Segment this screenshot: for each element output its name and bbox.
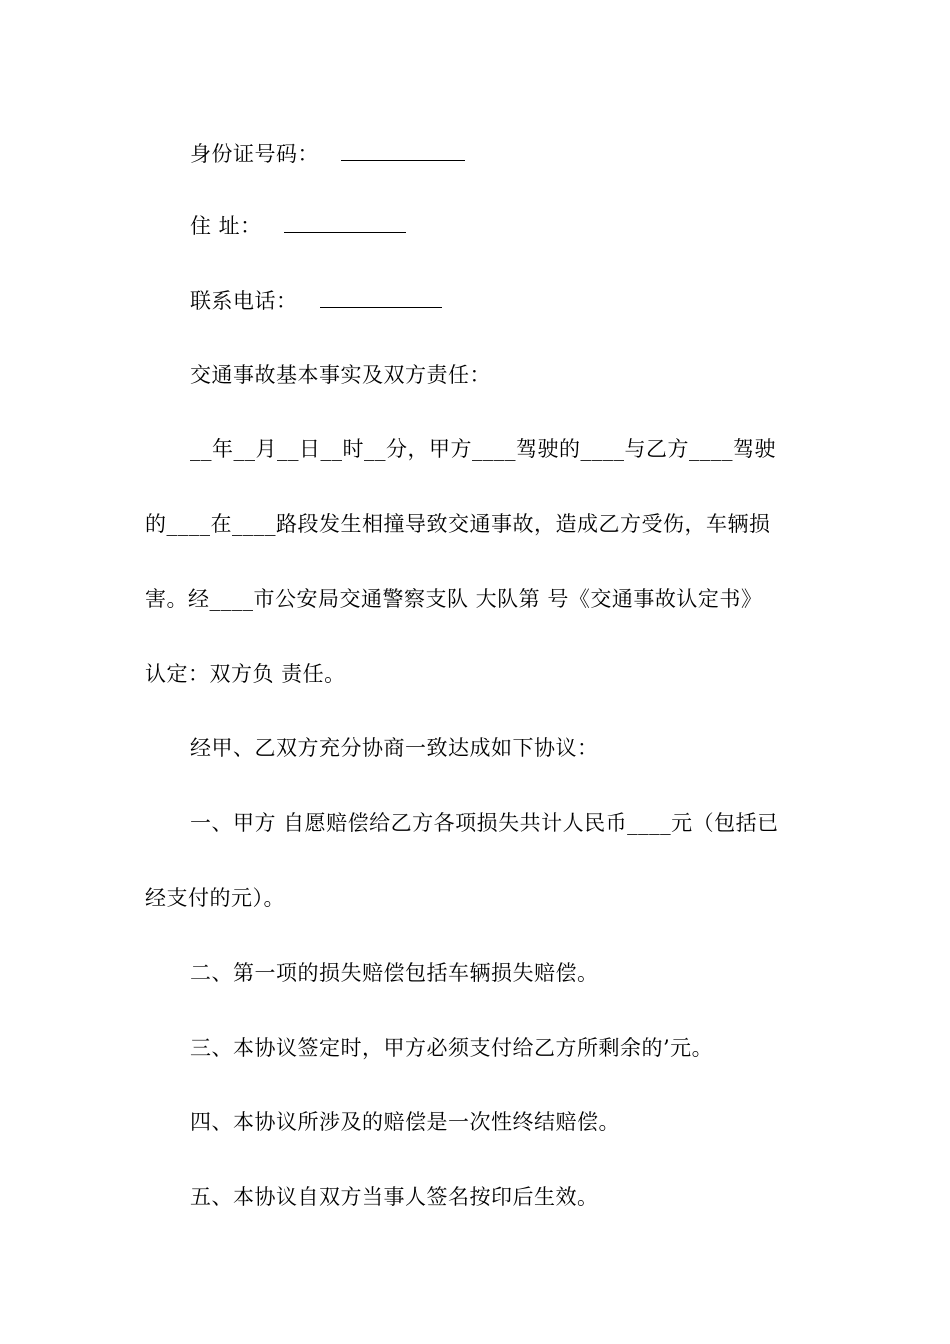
facts-line-2: 的____在____路段发生相撞导致交通事故，造成乙方受伤，车辆损 <box>145 512 771 536</box>
phone-label: 联系电话： <box>190 289 298 313</box>
facts-line-4: 认定：双方负 责任。 <box>145 662 346 686</box>
address-label: 住 址： <box>190 214 262 238</box>
facts-heading: 交通事故基本事实及双方责任： <box>190 363 491 387</box>
facts-line-3: 害。经____市公安局交通警察支队 大队第 号《交通事故认定书》 <box>145 587 763 611</box>
agreement-intro: 经甲、乙双方充分协商一致达成如下协议： <box>190 736 599 760</box>
clause-4: 四、本协议所涉及的赔偿是一次性终结赔偿。 <box>190 1110 620 1134</box>
id-number-blank <box>341 138 465 161</box>
clause-2: 二、第一项的损失赔偿包括车辆损失赔偿。 <box>190 961 599 985</box>
phone-field <box>190 285 442 316</box>
id-number-label: 身份证号码： <box>190 142 319 166</box>
address-field <box>190 210 406 241</box>
clause-1-line-1: 一、甲方 自愿赔偿给乙方各项损失共计人民币____元（包括已 <box>190 811 779 835</box>
clause-5: 五、本协议自双方当事人签名按印后生效。 <box>190 1185 599 1209</box>
address-blank <box>284 210 406 233</box>
id-number-field <box>190 138 465 169</box>
clause-3: 三、本协议签定时，甲方必须支付给乙方所剩余的’元。 <box>190 1036 714 1060</box>
facts-line-1: __年__月__日__时__分，甲方____驾驶的____与乙方____驾驶 <box>190 437 776 461</box>
phone-blank <box>320 285 442 308</box>
clause-1-line-2: 经支付的元）。 <box>145 886 285 910</box>
